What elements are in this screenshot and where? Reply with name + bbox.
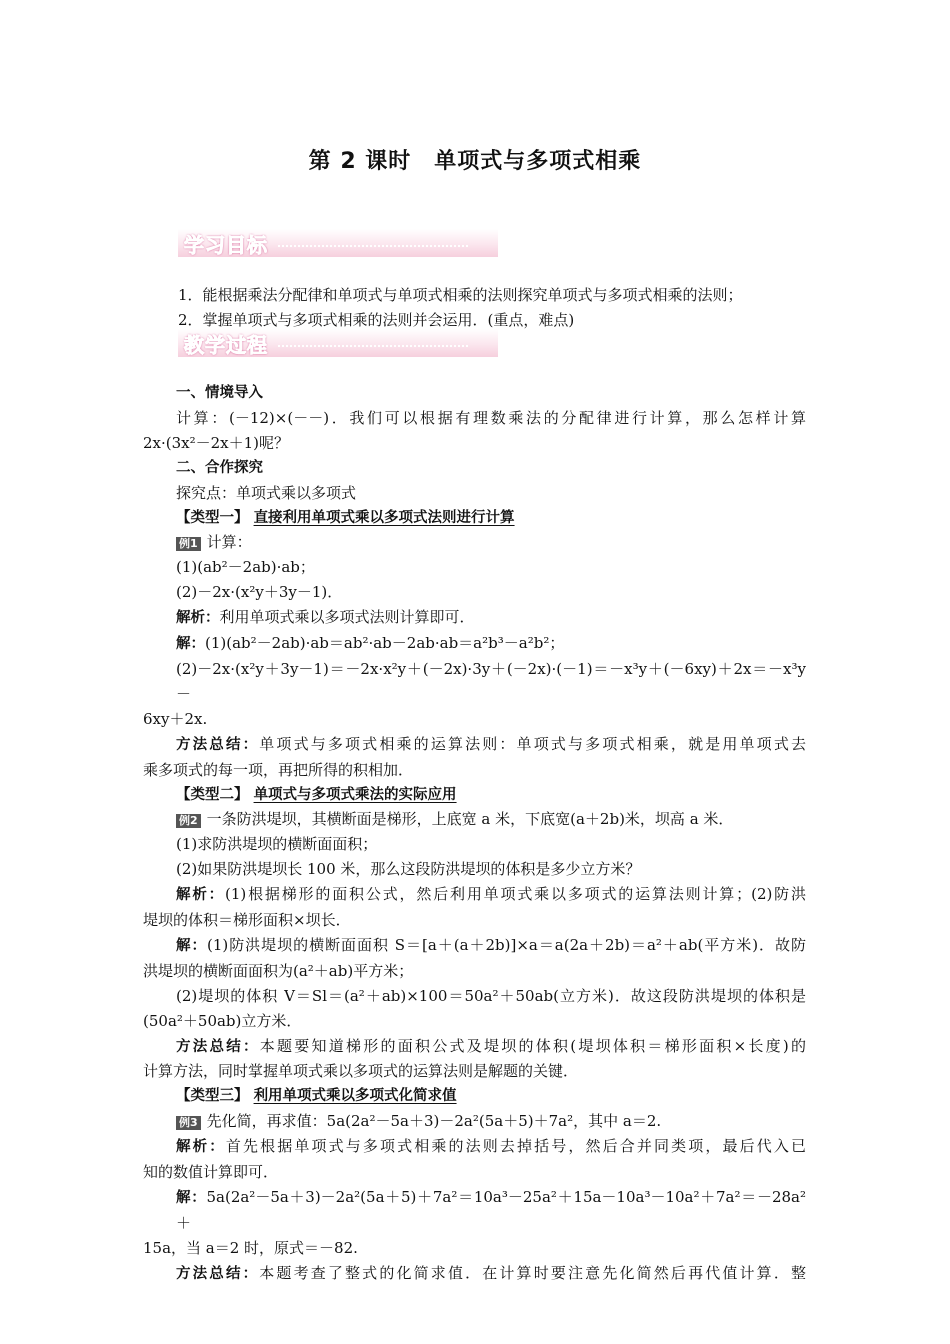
paragraph-line: (2)如果防洪堤坝长 100 米，那么这段防洪堤坝的体积是多少立方米？ <box>176 860 641 879</box>
badge-label: 学习目标 <box>184 233 268 257</box>
paragraph-line: 乘多项式的每一项，再把所得的积相加． <box>143 760 414 779</box>
text: (1)根据梯形的面积公式，然后利用单项式乘以多项式的运算法则计算；(2)防洪 <box>225 885 807 904</box>
analysis <box>143 882 806 908</box>
solution <box>143 933 806 959</box>
example-line <box>143 807 806 832</box>
paragraph-line: 15a，当 a＝2 时，原式＝－82. <box>143 1238 358 1257</box>
type-heading <box>143 506 806 531</box>
paragraph-line: 计算：(－12)×(－－)．我们可以根据有理数乘法的分配律进行计算，那么怎样计算 <box>176 408 806 427</box>
solution <box>143 631 806 657</box>
type-title: 直接利用单项式乘以多项式法则进行计算 <box>253 509 515 526</box>
label: 方法总结： <box>176 736 260 753</box>
goal-item: 2．掌握单项式与多项式相乘的法则并会运用．(重点，难点) <box>178 311 575 329</box>
text: (1)防洪堤坝的横断面面积 S＝[a＋(a＋2b)]×a＝a(2a＋2b)＝a²＋ab(平方米)．故防 <box>206 935 807 954</box>
text: 首先根据单项式与多项式相乘的法则去掉括号，然后合并同类项，最后代入已 <box>225 1137 806 1156</box>
paragraph-line: (2)－2x·(x²y＋3y－1)＝－2x·x²y＋(－2x)·3y＋(－2x)·(－1)＝－x³y＋(－6xy)＋2x＝－x³y－ <box>176 659 806 703</box>
label: 解： <box>176 636 205 653</box>
type-bracket: 【类型二】 <box>176 786 249 803</box>
label: 解： <box>176 1190 207 1206</box>
label: 解析： <box>176 887 225 904</box>
section-heading: 一、情境导入 <box>176 385 263 401</box>
type-heading <box>143 783 806 808</box>
label: 解析： <box>176 1139 226 1156</box>
method-summary <box>143 732 806 758</box>
paragraph-line: (2)－2x·(x²y＋3y－1)． <box>176 583 343 602</box>
type-title: 利用单项式乘以多项式化简求值 <box>253 1088 457 1105</box>
text: 利用单项式乘以多项式法则计算即可． <box>219 608 475 627</box>
paragraph-line: 6xy＋2x. <box>143 709 208 728</box>
paragraph-line: 洪堤坝的横断面面积为(a²＋ab)平方米； <box>143 961 414 980</box>
paragraph-line: 2x·(3x²－2x＋1)呢？ <box>143 433 290 452</box>
text: (1)(ab²－2ab)·ab＝ab²·ab－2ab·ab＝a²b³－a²b²； <box>205 634 565 653</box>
section-badge-goals <box>178 229 498 257</box>
example-question: 一条防洪堤坝，其横断面是梯形，上底宽 a 米，下底宽(a＋2b)米，坝高 a 米． <box>206 810 734 829</box>
label: 方法总结： <box>176 1038 260 1055</box>
paragraph-line: (2)堤坝的体积 V＝Sl＝(a²＋ab)×100＝50a²＋50ab(立方米)．故这段防洪堤坝的体积是 <box>176 986 806 1005</box>
goal-item: 1．能根据乘法分配律和单项式与单项式相乘的法则探究单项式与多项式相乘的法则； <box>178 286 743 304</box>
label: 解析： <box>176 610 220 627</box>
example-badge: 例1 <box>176 537 201 551</box>
paragraph-line: 堤坝的体积＝梯形面积×坝长． <box>143 911 351 930</box>
example-line <box>143 530 806 555</box>
section-badge-process <box>178 329 498 357</box>
example-question: 计算： <box>206 533 252 552</box>
text: 5a(2a²－5a＋3)－2a²(5a＋5)＋7a²＝10a³－25a²＋15a－10a³－10a²＋7a²＝－28a²＋ <box>176 1188 807 1232</box>
example-line <box>143 1109 806 1134</box>
paragraph-line: 探究点：单项式乘以多项式 <box>176 483 357 502</box>
text: 本题要知道梯形的面积公式及堤坝的体积(堤坝体积＝梯形面积×长度)的 <box>259 1036 806 1055</box>
section-heading: 二、合作探究 <box>176 459 263 476</box>
teaching-process <box>143 381 806 1287</box>
analysis <box>143 605 806 631</box>
type-bracket: 【类型三】 <box>176 1088 249 1105</box>
text: 本题考查了整式的化简求值．在计算时要注意先化简然后再代值计算．整 <box>259 1263 806 1282</box>
goals-list <box>178 283 743 333</box>
type-heading <box>143 1084 806 1109</box>
label: 解： <box>176 937 207 954</box>
paragraph-line: 知的数值计算即可． <box>143 1163 279 1182</box>
paragraph-line: (1)(ab²－2ab)·ab； <box>176 558 315 577</box>
label: 方法总结： <box>176 1265 260 1282</box>
type-bracket: 【类型一】 <box>176 509 249 526</box>
example-question: 先化简，再求值：5a(2a²－5a＋3)－2a²(5a＋5)＋7a²，其中 a＝2. <box>206 1112 662 1131</box>
paragraph-line: (1)求防洪堤坝的横断面面积； <box>176 835 378 854</box>
method-summary <box>143 1261 806 1287</box>
paragraph-line: (50a²＋50ab)立方米． <box>143 1011 302 1030</box>
example-badge: 例2 <box>176 814 201 828</box>
solution <box>143 1185 806 1236</box>
type-title: 单项式与多项式乘法的实际应用 <box>253 786 457 803</box>
text: 单项式与多项式相乘的运算法则：单项式与多项式相乘，就是用单项式去 <box>259 734 806 753</box>
page-title: 第 2 课时 单项式与多项式相乘 <box>308 149 642 174</box>
analysis <box>143 1134 806 1160</box>
example-badge: 例3 <box>176 1116 201 1130</box>
paragraph-line: 计算方法，同时掌握单项式乘以多项式的运算法则是解题的关键． <box>143 1062 579 1081</box>
method-summary <box>143 1034 806 1060</box>
badge-label: 教学过程 <box>184 333 268 357</box>
